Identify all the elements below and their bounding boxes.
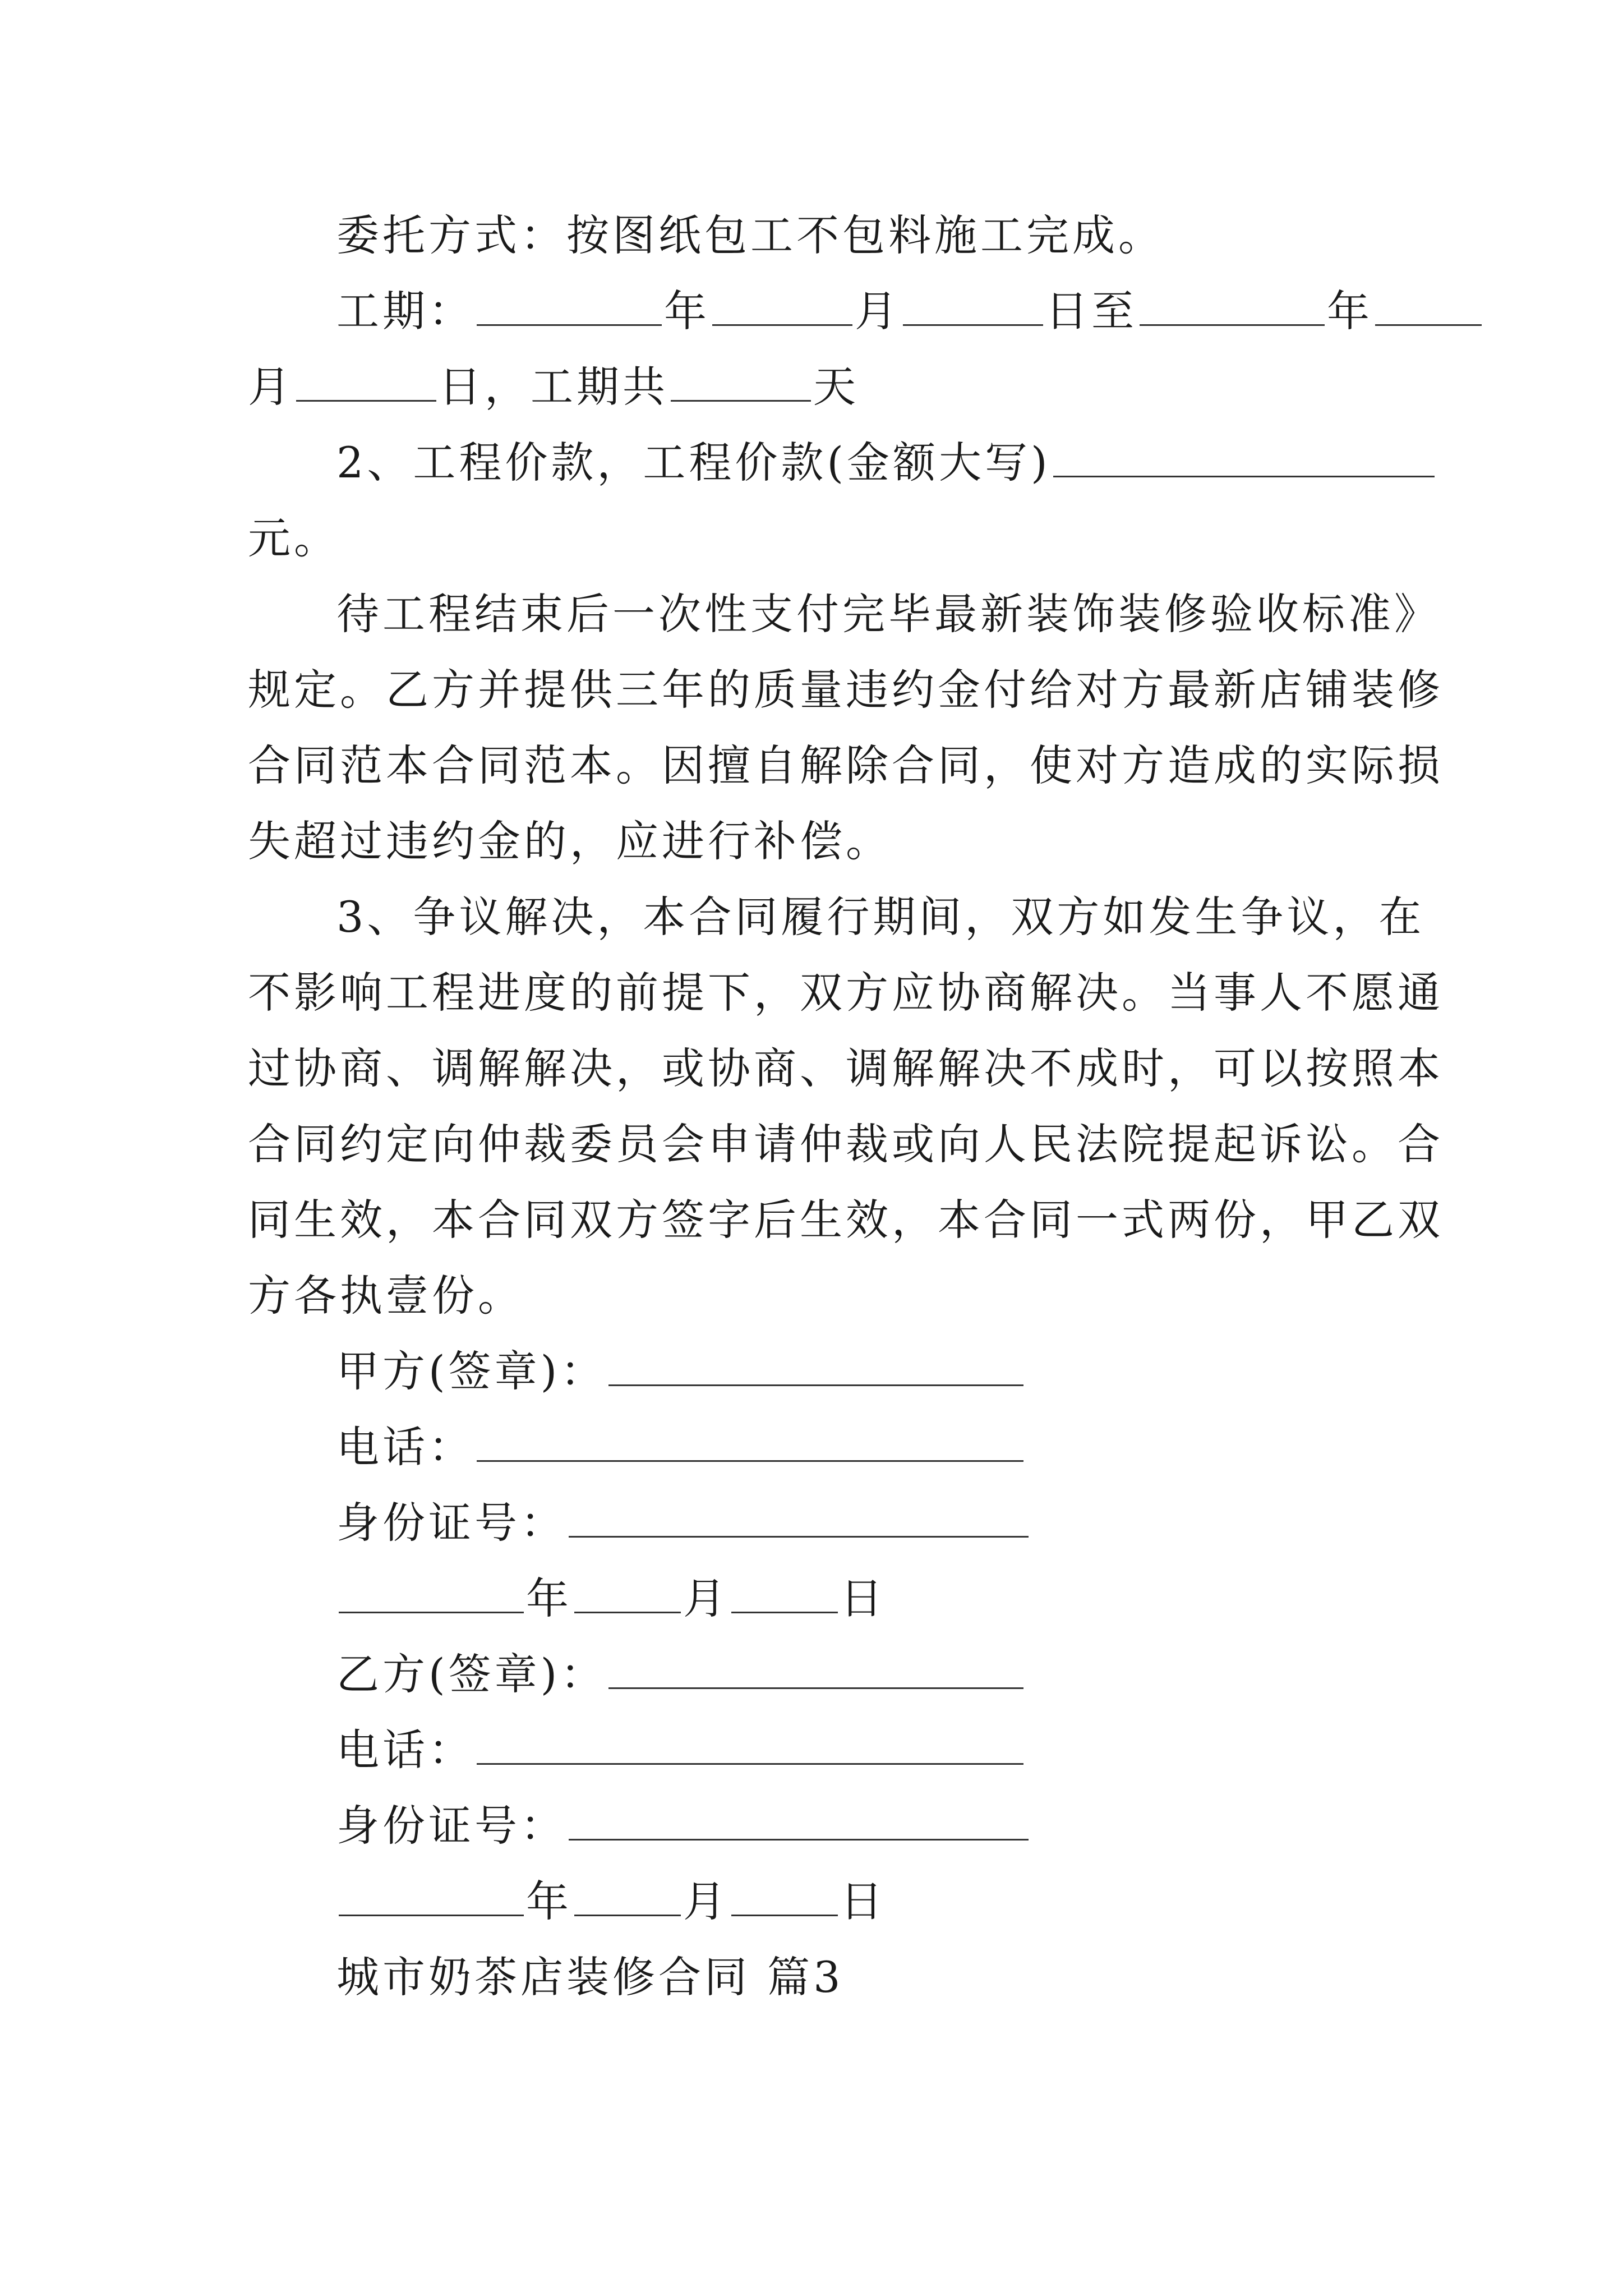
- start-year-text: 年: [664, 286, 710, 336]
- party-a-phone-line: [336, 1419, 1469, 1475]
- party-b-sign-label: 乙方(签章)：: [336, 1649, 607, 1699]
- dispute-text-line-5: 同生效，本合同双方签字后生效，本合同一式两份，甲乙双: [248, 1195, 1444, 1245]
- end-day-blank[interactable]: [296, 361, 436, 402]
- project-price-line: [336, 435, 1469, 491]
- party-b-date-line: [336, 1874, 1469, 1930]
- dispute-text-line-4: 合同约定向仲裁委员会申请仲裁或向人民法院提起诉讼。合: [248, 1119, 1444, 1169]
- start-day-blank[interactable]: [903, 285, 1043, 326]
- start-day-text: 日至: [1045, 286, 1137, 336]
- party-a-phone-field[interactable]: [477, 1421, 1023, 1462]
- party-a-id-label: 身份证号：: [336, 1498, 566, 1548]
- project-price-label: 2、工程价款，工程价款(金额大写): [336, 438, 1051, 487]
- payment-text-line-4: 失超过违约金的，应进行补偿。: [248, 816, 892, 866]
- party-b-month-text: 月: [683, 1876, 729, 1926]
- price-unit-line: 元。: [248, 513, 340, 563]
- start-month-text: 月: [855, 286, 901, 336]
- party-a-id-line: [336, 1495, 1469, 1551]
- payment-text-line-1: 待工程结束后一次性支付完毕最新装饰装修验收标准》: [336, 589, 1440, 639]
- party-a-day-blank[interactable]: [731, 1572, 838, 1613]
- party-b-year-text: 年: [526, 1876, 572, 1926]
- payment-text-line-2: 规定。乙方并提供三年的质量违约金付给对方最新店铺装修: [248, 665, 1444, 715]
- start-year-blank[interactable]: [477, 285, 662, 326]
- party-a-year-text: 年: [526, 1573, 572, 1623]
- party-a-day-text: 日: [840, 1573, 886, 1623]
- dispute-text-line-1: 3、争议解决，本合同履行期间，双方如发生争议，在: [336, 892, 1425, 942]
- price-amount-blank[interactable]: [1053, 436, 1435, 477]
- days-unit: 天: [813, 362, 859, 412]
- end-month-blank-start[interactable]: [1375, 285, 1482, 326]
- party-a-month-blank[interactable]: [574, 1572, 681, 1613]
- dispute-text-line-6: 方各执壹份。: [248, 1271, 524, 1320]
- construction-period-line-1: [336, 283, 1469, 339]
- party-a-month-text: 月: [683, 1573, 729, 1623]
- duration-days-blank[interactable]: [671, 361, 811, 402]
- party-b-id-label: 身份证号：: [336, 1801, 566, 1851]
- duration-label: 日，工期共: [439, 362, 668, 412]
- end-year-blank[interactable]: [1140, 285, 1325, 326]
- party-a-id-field[interactable]: [569, 1497, 1029, 1538]
- next-section-title: 城市奶茶店装修合同 篇3: [336, 1952, 844, 2002]
- party-b-day-blank[interactable]: [731, 1875, 838, 1916]
- end-month-text: 月: [248, 362, 294, 412]
- party-a-date-line: [336, 1571, 1469, 1627]
- construction-period-line-2: [248, 359, 1381, 415]
- party-b-phone-line: [336, 1722, 1469, 1778]
- party-a-phone-label: 电话：: [336, 1422, 474, 1472]
- party-b-id-line: [336, 1798, 1469, 1854]
- party-a-year-blank[interactable]: [339, 1572, 524, 1613]
- party-b-sign-line: [336, 1646, 1469, 1703]
- payment-text-line-3: 合同范本合同范本。因擅自解除合同，使对方造成的实际损: [248, 740, 1444, 790]
- party-b-month-blank[interactable]: [574, 1875, 681, 1916]
- party-a-sign-label: 甲方(签章)：: [336, 1346, 607, 1396]
- party-b-signature-field[interactable]: [608, 1648, 1023, 1689]
- start-month-blank[interactable]: [712, 285, 852, 326]
- party-a-signature-field[interactable]: [608, 1345, 1023, 1386]
- party-b-year-blank[interactable]: [339, 1875, 524, 1916]
- delegation-method-line: 委托方式：按图纸包工不包料施工完成。: [336, 210, 1164, 260]
- period-label: 工期：: [336, 286, 474, 336]
- party-b-id-field[interactable]: [569, 1800, 1029, 1841]
- party-b-phone-label: 电话：: [336, 1725, 474, 1775]
- party-b-day-text: 日: [840, 1876, 886, 1926]
- party-a-sign-line: [336, 1343, 1469, 1400]
- dispute-text-line-3: 过协商、调解解决，或协商、调解解决不成时，可以按照本: [248, 1043, 1444, 1093]
- party-b-phone-field[interactable]: [477, 1724, 1023, 1765]
- end-year-text: 年: [1327, 286, 1373, 336]
- dispute-text-line-2: 不影响工程进度的前提下，双方应协商解决。当事人不愿通: [248, 968, 1444, 1018]
